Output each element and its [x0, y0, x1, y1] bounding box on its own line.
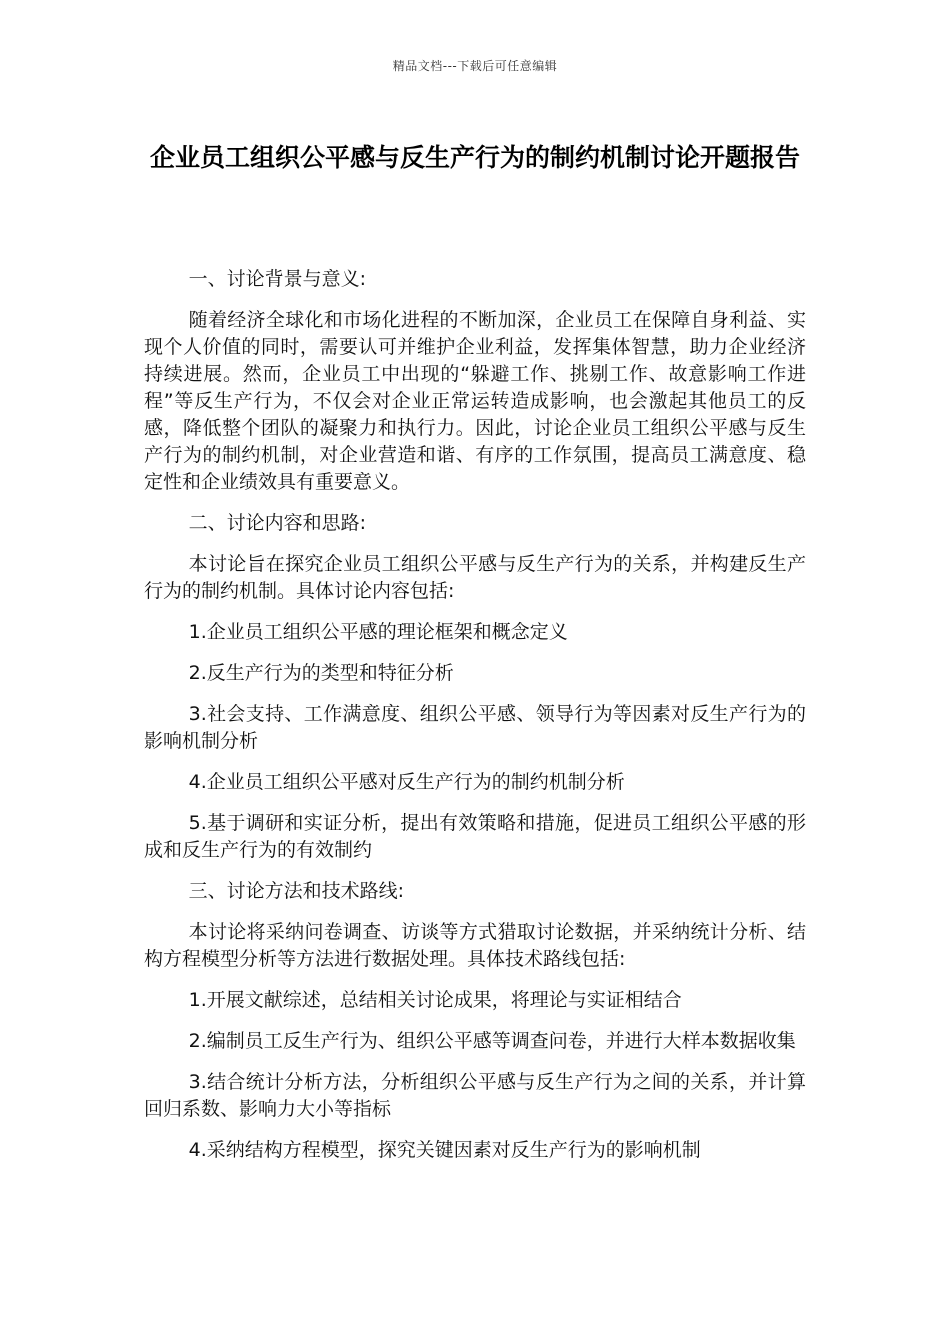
- section-heading-background: 一、讨论背景与意义:: [188, 268, 367, 290]
- section-heading-methods: 三、讨论方法和技术路线:: [188, 880, 405, 902]
- list-item-methods-1: 1.开展文献综述，总结相关讨论成果，将理论与实证相结合: [188, 989, 682, 1011]
- list-item-content-3: 3.社会支持、工作满意度、组织公平感、领导行为等因素对反生产行为的影响机制分析: [144, 703, 806, 752]
- list-item-content-2: 2.反生产行为的类型和特征分析: [188, 662, 454, 684]
- paragraph-content-intro: 本讨论旨在探究企业员工组织公平感与反生产行为的关系，并构建反生产行为的制约机制。具体讨论内容包括:: [144, 553, 806, 602]
- document-body: [144, 266, 806, 1178]
- list-item-content-4: 4.企业员工组织公平感对反生产行为的制约机制分析: [188, 771, 625, 793]
- list-item-content-1: 1.企业员工组织公平感的理论框架和概念定义: [188, 621, 568, 643]
- header-note: 精品文档---下载后可任意编辑: [392, 59, 558, 73]
- document-title: 企业员工组织公平感与反生产行为的制约机制讨论开题报告: [149, 143, 800, 172]
- list-item-methods-4: 4.采纳结构方程模型，探究关键因素对反生产行为的影响机制: [188, 1139, 701, 1161]
- list-item-methods-3: 3.结合统计分析方法，分析组织公平感与反生产行为之间的关系，并计算回归系数、影响力大小等指标: [144, 1071, 806, 1120]
- list-item-content-5: 5.基于调研和实证分析，提出有效策略和措施，促进员工组织公平感的形成和反生产行为的有效制约: [144, 812, 806, 861]
- paragraph-methods-intro: 本讨论将采纳问卷调查、访谈等方式猎取讨论数据，并采纳统计分析、结构方程模型分析等方法进行数据处理。具体技术路线包括:: [144, 921, 806, 970]
- paragraph-background: 随着经济全球化和市场化进程的不断加深，企业员工在保障自身利益、实现个人价值的同时，需要认可并维护企业利益，发挥集体智慧，助力企业经济持续进展。然而，企业员工中出现的“躲避工作、挑剔工作、故意影响工作进程”等反生产行为，不仅会对企业正常运转造成影响，也会激起其他员工的反感，降低整个团队的凝聚力和执行力。因此，讨论企业员工组织公平感与反生产行为的制约机制，对企业营造和谐、有序的工作氛围，提高员工满意度、稳定性和企业绩效具有重要意义。: [144, 309, 806, 493]
- list-item-methods-2: 2.编制员工反生产行为、组织公平感等调查问卷，并进行大样本数据收集: [188, 1030, 796, 1052]
- section-heading-content: 二、讨论内容和思路:: [188, 512, 367, 534]
